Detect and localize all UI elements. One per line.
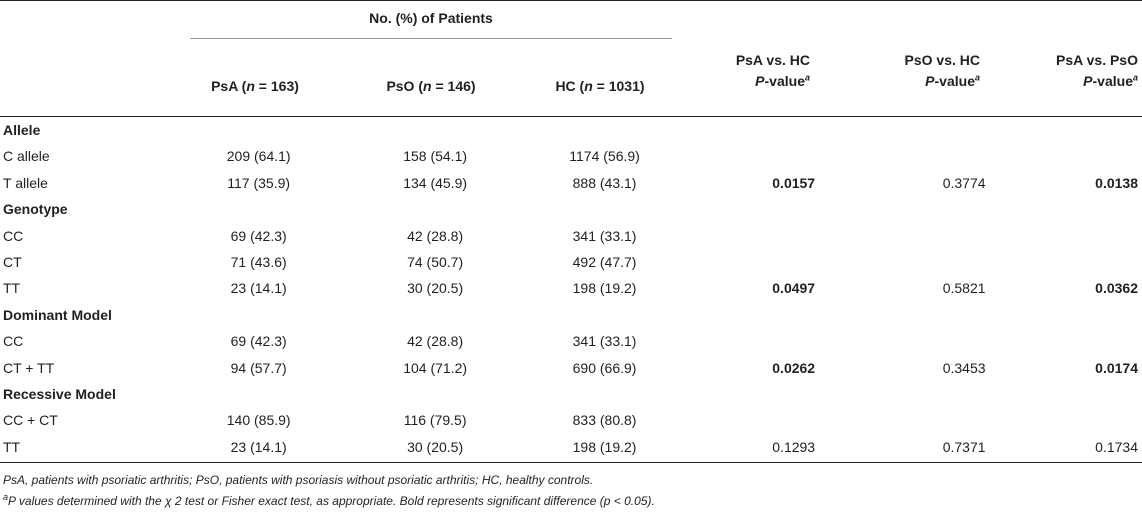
- cell-psa: 23 (14.1): [230, 280, 287, 297]
- col-header-psa-vs-hc: PsA vs. HC P-value$^a$: [735, 52, 810, 89]
- col-header-hc: HC (n = 1031): [555, 78, 645, 94]
- spacer: [324, 434, 360, 460]
- cell-pso: 42 (28.8): [407, 333, 464, 350]
- cell-p-pso-vs-hc: [815, 143, 985, 169]
- spacer: [510, 249, 532, 275]
- cell-hc: 690 (66.9): [572, 359, 637, 376]
- cell-psa: 117 (35.9): [227, 174, 291, 191]
- section-label: Dominant Model: [3, 306, 112, 323]
- col-header-pso-vs-hc: PsO vs. HC P-value$^a$: [904, 52, 980, 89]
- cell-p-psa-vs-hc: [677, 407, 815, 433]
- table-row: [0, 434, 1142, 460]
- spacer: [324, 249, 360, 275]
- cell-p-psa-vs-hc: [677, 223, 815, 249]
- section-label: Recessive Model: [3, 386, 116, 403]
- cell-p-psa-vs-pso: [986, 407, 1142, 433]
- row-label: CC: [3, 333, 24, 350]
- cell-psa: 140 (85.9): [226, 412, 291, 429]
- cell-p-psa-vs-pso: 0.0174: [1095, 359, 1138, 376]
- row-label: TT: [3, 280, 21, 297]
- cell-p-psa-vs-pso: [986, 223, 1142, 249]
- cell-pso: 74 (50.7): [407, 254, 464, 271]
- cell-hc: 341 (33.1): [572, 333, 637, 350]
- cell-psa: 71 (43.6): [230, 254, 287, 271]
- cell-pso: 104 (71.2): [403, 359, 468, 376]
- col-header-pso: PsO (n = 146): [386, 78, 476, 94]
- cell-p-psa-vs-hc: [677, 249, 815, 275]
- spacer: [510, 434, 532, 460]
- spacer: [324, 170, 360, 196]
- group-header: No. (%) of Patients: [369, 10, 493, 26]
- bottom-rule: [0, 462, 1142, 463]
- cell-hc: 492 (47.7): [572, 254, 637, 271]
- table-row: [0, 143, 1142, 169]
- cell-hc: 888 (43.1): [572, 174, 637, 191]
- spacer: [510, 407, 532, 433]
- table-row: [0, 249, 1142, 275]
- cell-p-pso-vs-hc: 0.7371: [942, 438, 986, 455]
- section-label: Allele: [3, 122, 41, 138]
- row-label: CT: [3, 254, 22, 271]
- cell-psa: 69 (42.3): [230, 227, 287, 244]
- footnote-a: $^a$P values determined with the χ 2 test or Fisher exact test, as appropriate. Bold represents significant difference (p < 0.05).: [3, 492, 655, 508]
- cell-hc: 341 (33.1): [572, 227, 637, 244]
- cell-hc: 833 (80.8): [572, 412, 637, 429]
- spacer: [324, 223, 360, 249]
- cell-p-pso-vs-hc: [815, 407, 985, 433]
- cell-p-psa-vs-hc: 0.0262: [772, 359, 816, 376]
- row-label: CC: [3, 227, 24, 244]
- cell-pso: 42 (28.8): [407, 227, 464, 244]
- section-header-row: [0, 302, 1142, 328]
- section-header-row: [0, 196, 1142, 222]
- cell-p-pso-vs-hc: 0.5821: [942, 280, 986, 297]
- cell-p-pso-vs-hc: 0.3453: [942, 359, 986, 376]
- spacer: [510, 275, 532, 301]
- cell-p-pso-vs-hc: 0.3774: [942, 174, 986, 191]
- spacer: [324, 407, 360, 433]
- row-label: CC + CT: [3, 412, 58, 429]
- cell-psa: 23 (14.1): [230, 438, 287, 455]
- cell-p-pso-vs-hc: [815, 223, 985, 249]
- cell-pso: 116 (79.5): [403, 412, 467, 429]
- table-row: [0, 355, 1142, 381]
- cell-p-psa-vs-pso: 0.0138: [1095, 174, 1138, 191]
- cell-p-psa-vs-hc: 0.1293: [772, 438, 816, 455]
- row-label: CT + TT: [3, 359, 55, 376]
- row-label: T allele: [3, 174, 48, 191]
- section-header-row: [0, 117, 1142, 143]
- section-label: Genotype: [3, 201, 68, 218]
- cell-hc: 198 (19.2): [572, 280, 637, 297]
- spacer: [324, 275, 360, 301]
- row-label: C allele: [3, 148, 50, 165]
- cell-p-psa-vs-hc: 0.0157: [772, 174, 816, 191]
- cell-hc: 198 (19.2): [572, 438, 637, 455]
- table-row: [0, 170, 1142, 196]
- table-row: [0, 407, 1142, 433]
- footnote-abbreviations: PsA, patients with psoriatic arthritis; PsO, patients with psoriasis without psoriatic arthritis; HC, healthy controls.: [3, 473, 594, 487]
- cell-p-psa-vs-hc: [677, 328, 815, 354]
- table-row: [0, 223, 1142, 249]
- cell-p-pso-vs-hc: [815, 328, 985, 354]
- spacer: [510, 223, 532, 249]
- cell-pso: 134 (45.9): [403, 174, 468, 191]
- data-table: [0, 117, 1142, 460]
- spacer: [510, 143, 532, 169]
- spacer: [324, 355, 360, 381]
- group-underline: [190, 38, 672, 39]
- cell-pso: 30 (20.5): [407, 438, 464, 455]
- cell-p-psa-vs-pso: 0.1734: [1095, 438, 1138, 455]
- table-row: [0, 275, 1142, 301]
- cell-psa: 69 (42.3): [230, 333, 287, 350]
- row-label: TT: [3, 438, 21, 455]
- cell-psa: 209 (64.1): [226, 148, 291, 165]
- cell-p-psa-vs-pso: [986, 249, 1142, 275]
- cell-p-psa-vs-hc: 0.0497: [772, 280, 816, 297]
- section-header-row: [0, 381, 1142, 407]
- top-rule: [0, 0, 1142, 1]
- table-row: [0, 328, 1142, 354]
- cell-p-psa-vs-pso: [986, 143, 1142, 169]
- cell-p-psa-vs-pso: 0.0362: [1095, 280, 1138, 297]
- cell-hc: 1174 (56.9): [569, 148, 640, 165]
- col-header-psa-vs-pso: PsA vs. PsO P-value$^a$: [1056, 52, 1138, 89]
- cell-p-pso-vs-hc: [815, 249, 985, 275]
- spacer: [510, 170, 532, 196]
- spacer: [510, 328, 532, 354]
- spacer: [324, 328, 360, 354]
- col-header-psa: PsA (n = 163): [211, 78, 299, 94]
- cell-psa: 94 (57.7): [230, 359, 287, 376]
- cell-pso: 158 (54.1): [403, 148, 468, 165]
- cell-pso: 30 (20.5): [407, 280, 464, 297]
- spacer: [510, 355, 532, 381]
- spacer: [324, 143, 360, 169]
- cell-p-psa-vs-pso: [986, 328, 1142, 354]
- cell-p-psa-vs-hc: [677, 143, 815, 169]
